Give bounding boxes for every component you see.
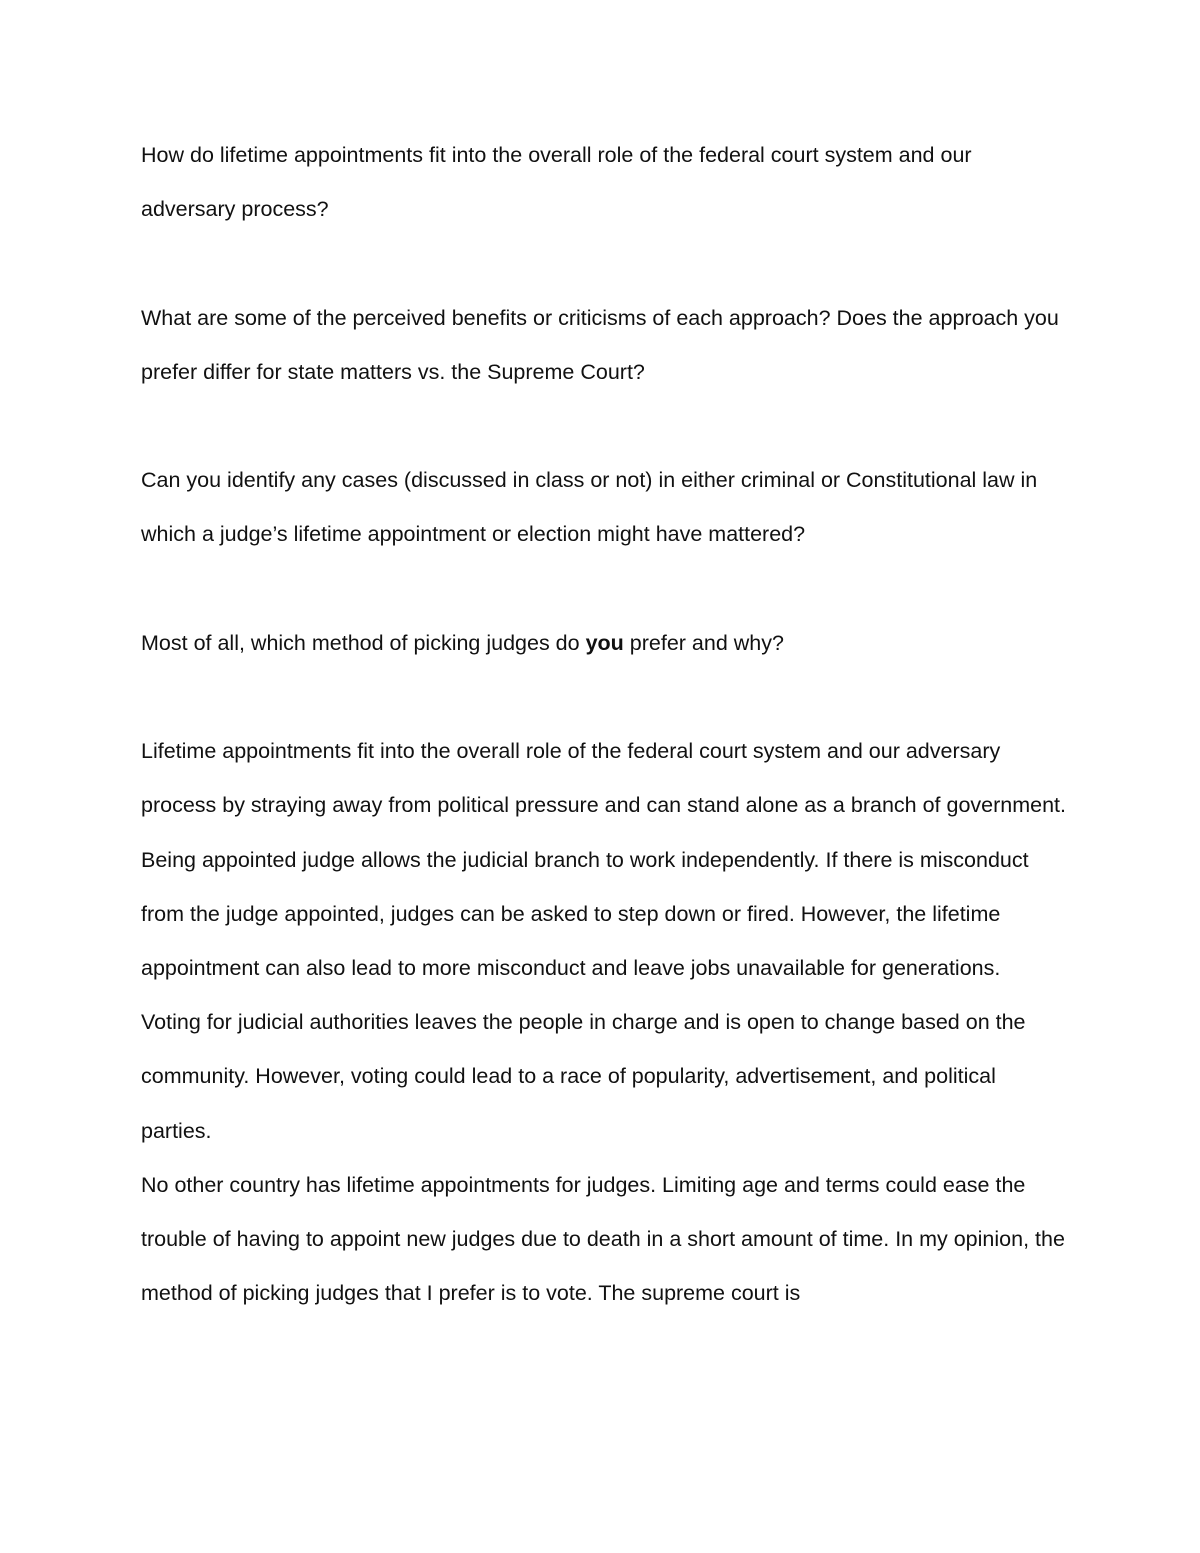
question-4-emphasis: you [585, 630, 624, 655]
document-body [141, 128, 1066, 1320]
question-4-text-start: Most of all, which method of picking judges do [141, 630, 586, 655]
answer-paragraph-2: Being appointed judge allows the judicial branch to work independently. If there is misconduct from the judge appointed, judges can be asked to step down or fired. However, the lifetime appointment can also lead to more misconduct and leave jobs unavailable for generations. Voting for judicial authorities leaves the people in charge and is open to change based on the community. However, voting could lead to a race of popularity, advertisement, and political parties. [141, 847, 1029, 1143]
question-4 [141, 616, 1066, 670]
answer-paragraph-1: Lifetime appointments fit into the overall role of the federal court system and our adversary process by straying away from political pressure and can stand alone as a branch of government. [141, 739, 1066, 818]
paragraph-spacer [141, 562, 1066, 616]
paragraph-spacer [141, 236, 1066, 290]
question-2: What are some of the perceived benefits or criticisms of each approach? Does the approach you prefer differ for state matters vs. the Supreme Court? [141, 305, 1059, 384]
paragraph-spacer [141, 670, 1066, 724]
paragraph-spacer [141, 399, 1066, 453]
answer-paragraph-3: No other country has lifetime appointments for judges. Limiting age and terms could ease the trouble of having to appoint new judges due to death in a short amount of time. In my opinion, the method of picking judges that I prefer is to vote. The supreme court is [141, 1172, 1065, 1306]
question-1: How do lifetime appointments fit into the overall role of the federal court system and our adversary process? [141, 143, 972, 222]
question-3: Can you identify any cases (discussed in class or not) in either criminal or Constitutional law in which a judge’s lifetime appointment or election might have mattered? [141, 468, 1038, 547]
question-4-text-end: prefer and why? [623, 630, 784, 655]
